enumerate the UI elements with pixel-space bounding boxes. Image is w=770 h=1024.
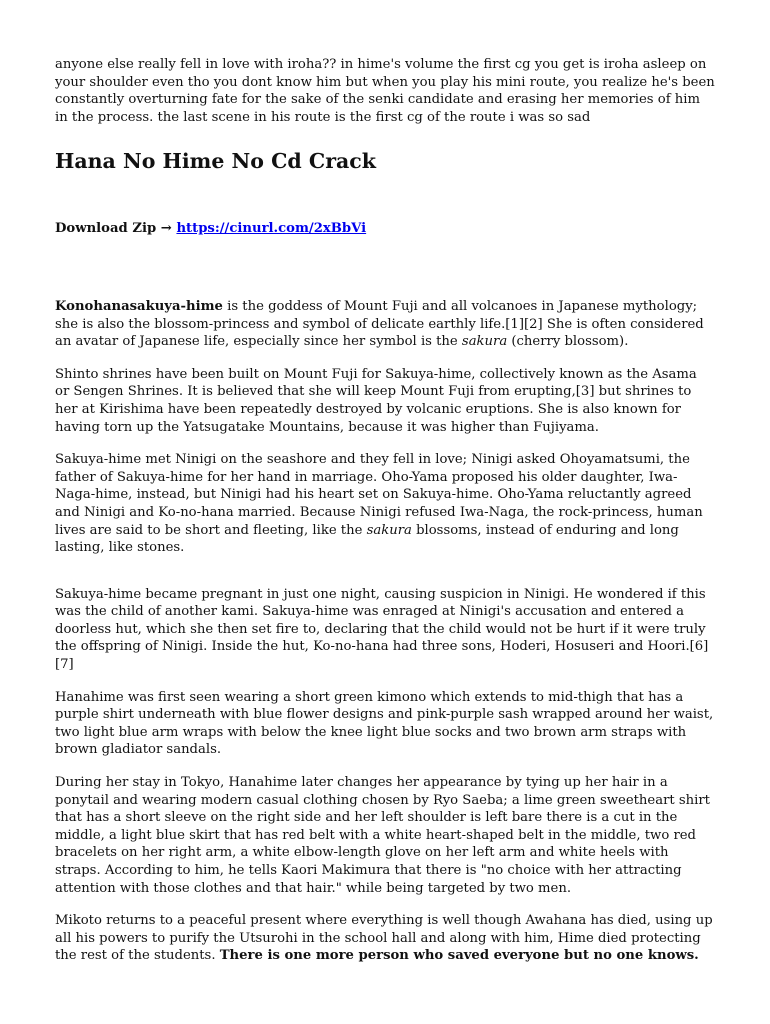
paragraph-tokyo: During her stay in Tokyo, Hanahime later changes her appearance by tying up her hair in a ponytail and wearing modern casual clothing chosen by Ryo Saeba; a lime green sweetheart shirt that has a short sleeve on the right side and her left shoulder is left bare there is a cut in the middle, a light blue skirt that has red belt with a white heart-shaped belt in the middle, two red bracelets on her right arm, a white elbow-length glove on her left arm and white heels with straps. According to him, he tells Kaori Makimura that there is "no choice with her attracting attention with those clothes and that hair." while being targeted by two men. [55,775,710,896]
paragraph-ninigi [55,451,715,557]
paragraph-pregnancy: Sakuya-hime became pregnant in just one night, causing suspicion in Ninigi. He wondered if this was the child of another kami. Sakuya-hime was enraged at Ninigi's accusation and entered a doorless hut, which she then set fire to, declaring that the child would not be hurt if it were truly the offspring of Ninigi. Inside the hut, Ko-no-hana had three sons, Hoderi, Hosuseri and Hoori.[6][7] [55,586,709,673]
paragraph-hanahime-kimono: Hanahime was first seen wearing a short green kimono which extends to mid-thigh that has a purple shirt underneath with blue flower designs and pink-purple sash wrapped around her waist, two light blue arm wraps with below the knee light blue socks and two brown arm straps with brown gladiator sandals. [55,689,714,758]
paragraph-konohanasakuya [55,298,715,351]
paragraph-text: Mikoto returns to a peaceful present where everything is well though Awahana has died, using up all his powers to purify the Utsurohi in the school hall and along with him, Hime died protecting the rest of the students. [55,913,713,964]
italic-term: sakura [366,522,412,538]
download-line [55,220,715,238]
paragraph-text: is the goddess of Mount Fuji and all volcanoes in Japanese mythology; she is also the blossom-princess and symbol of delicate earthly life.[1][2] She is often considered an avatar of Japanese life, especially since her symbol is the [55,298,704,350]
intro-paragraph: anyone else really fell in love with iroha?? in hime's volume the first cg you get is iroha asleep on your shoulder even tho you dont know him but when you play his mini route, you realize he's been constantly overturning fate for the sake of the senki candidate and erasing her memories of him in the process. the last scene in his route is the first cg of the route i was so sad [55,57,715,125]
paragraph-shrines: Shinto shrines have been built on Mount Fuji for Sakuya-hime, collectively known as the Asama or Sengen Shrines. It is believed that she will keep Mount Fuji from erupting,[3] but shrines to her at Kirishima have been repeatedly destroyed by volcanic eruptions. She is also known for having torn up the Yatsugatake Mountains, because it was higher than Fujiyama. [55,366,697,435]
paragraph-mikoto [55,912,715,965]
page-title: Hana No Hime No Cd Crack [55,149,376,174]
download-link[interactable]: https://cinurl.com/2xBbVi [176,221,367,237]
bold-sentence: There is one more person who saved everyone but no one knows. [219,948,699,964]
bold-term: Konohanasakuya-hime [55,298,223,314]
paragraph-text: Sakuya-hime met Ninigi on the seashore and they fell in love; Ninigi asked Ohoyamatsumi, the father of Sakuya-hime for her hand in marriage. Oho-Yama proposed his older daughter, Iwa-Naga-hime, instead, but Ninigi had his heart set on Sakuya-hime. Oho-Yama reluctantly agreed and Ninigi and Ko-no-hana married. Because Ninigi refused Iwa-Naga, the rock-princess, human lives are said to be short and fleeting, like the [55,452,703,538]
paragraph-text: blossoms, instead of enduring and long lasting, like stones. [55,522,679,556]
paragraph-text: (cherry blossom). [507,334,629,350]
italic-term: sakura [461,334,508,350]
download-label: Download Zip → [55,221,172,237]
